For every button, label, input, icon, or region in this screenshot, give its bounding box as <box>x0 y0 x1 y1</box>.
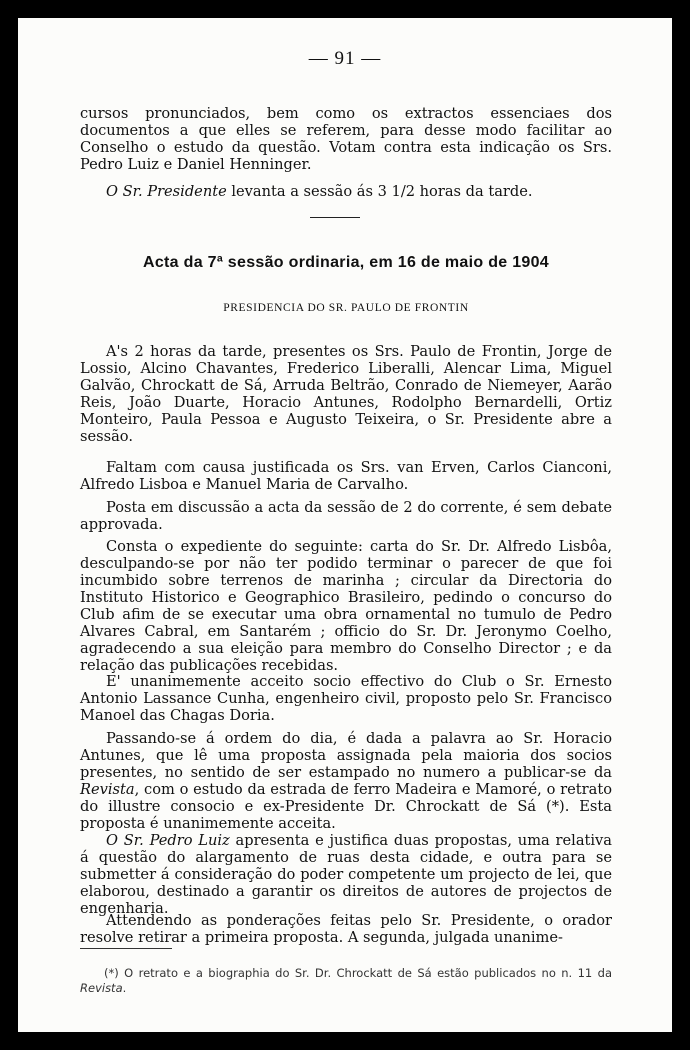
footnote <box>80 966 612 996</box>
footnote-text-b: . <box>122 981 127 995</box>
section-divider <box>310 217 360 218</box>
closing-speaker: O Sr. Presidente <box>106 183 227 200</box>
presidency-line: PRESIDENCIA DO SR. PAULO DE FRONTIN <box>223 302 469 314</box>
closing-paragraph <box>80 183 612 200</box>
minutes-paragraph: Posta em discussão a acta da sessão de 2 do corrente, é sem debate approvada. <box>80 499 612 533</box>
proposals-speaker: O Sr. Pedro Luiz <box>106 832 230 849</box>
document-page <box>18 18 672 1032</box>
proposals-paragraph <box>80 832 612 917</box>
closing-text: levanta a sessão ás 3 1/2 horas da tarde. <box>226 183 533 200</box>
footnote-text-a: O retrato e a biographia do Sr. Dr. Chrockatt de Sá estão publicados no n. 11 da <box>124 966 613 980</box>
attendance-paragraph: A's 2 horas da tarde, presentes os Srs. Paulo de Frontin, Jorge de Lossio, Alcino Chavantes, Frederico Liberalli, Alencar Lima, Miguel Galvão, Chrockatt de Sá, Arruda Beltrão, Conrado de Niemeyer, Aarão Reis, João Duarte, Horacio Antunes, Rodolpho Bernardelli, Ortiz Monteiro, Paula Pessoa e Augusto Teixeira, o Sr. Presidente abre a sessão. <box>80 343 612 445</box>
session-heading: Acta da 7ª sessão ordinaria, em 16 de maio de 1904 <box>143 254 549 271</box>
final-paragraph: Attendendo as ponderações feitas pelo Sr. Presidente, o orador resolve retirar a primeira proposta. A segunda, julgada unanime- <box>80 912 612 946</box>
footnote-journal: Revista <box>80 981 123 995</box>
intro-paragraph: cursos pronunciados, bem como os extractos essenciaes dos documentos a que elles se referem, para desse modo facilitar ao Conselho o estudo da questão. Votam contra esta indicação os Srs. Pedro Luiz e Daniel Henninger. <box>80 105 612 173</box>
footnote-rule <box>80 948 172 949</box>
order-of-day-paragraph <box>80 730 612 832</box>
absences-paragraph: Faltam com causa justificada os Srs. van Erven, Carlos Cianconi, Alfredo Lisboa e Manuel Maria de Carvalho. <box>80 459 612 493</box>
proposals-text: apresenta e justifica duas propostas, uma relativa á questão do alargamento de ruas desta cidade, e outra para se submetter á consideração do poder competente um projecto de lei, que elaborou, destinado a garantir os direitos de autores de projectos de engenharia. <box>80 832 613 917</box>
page-number: — 91 — <box>308 48 382 69</box>
correspondence-paragraph: Consta o expediente do seguinte: carta do Sr. Dr. Alfredo Lisbôa, desculpando-se por não ter podido terminar o parecer de que foi incumbido sobre terrenos de marinha ; circular da Directoria do Instituto Historico e Geographico Brasileiro, pedindo o concurso do Club afim de se executar uma obra ornamental no tumulo de Pedro Alvares Cabral, em Santarém ; officio do Sr. Dr. Jeronymo Coelho, agradecendo a sua eleição para membro do Conselho Director ; e da relação das publicações recebidas. <box>80 538 612 674</box>
order-of-day-text-a: Passando-se á ordem do dia, é dada a palavra ao Sr. Horacio Antunes, que lê uma proposta assignada pela maioria dos socios presentes, no sentido de ser estampado no numero a publicar-se da <box>80 730 612 781</box>
journal-title: Revista <box>80 781 135 798</box>
new-member-paragraph: E' unanimemente acceito socio effectivo do Club o Sr. Ernesto Antonio Lassance Cunha, engenheiro civil, proposto pelo Sr. Francisco Manoel das Chagas Doria. <box>80 673 612 724</box>
footnote-marker: (*) <box>104 966 119 980</box>
order-of-day-text-b: , com o estudo da estrada de ferro Madeira e Mamoré, o retrato do illustre consocio e ex-Presidente Dr. Chrockatt de Sá (*). Esta proposta é unanimemente acceita. <box>80 781 612 832</box>
